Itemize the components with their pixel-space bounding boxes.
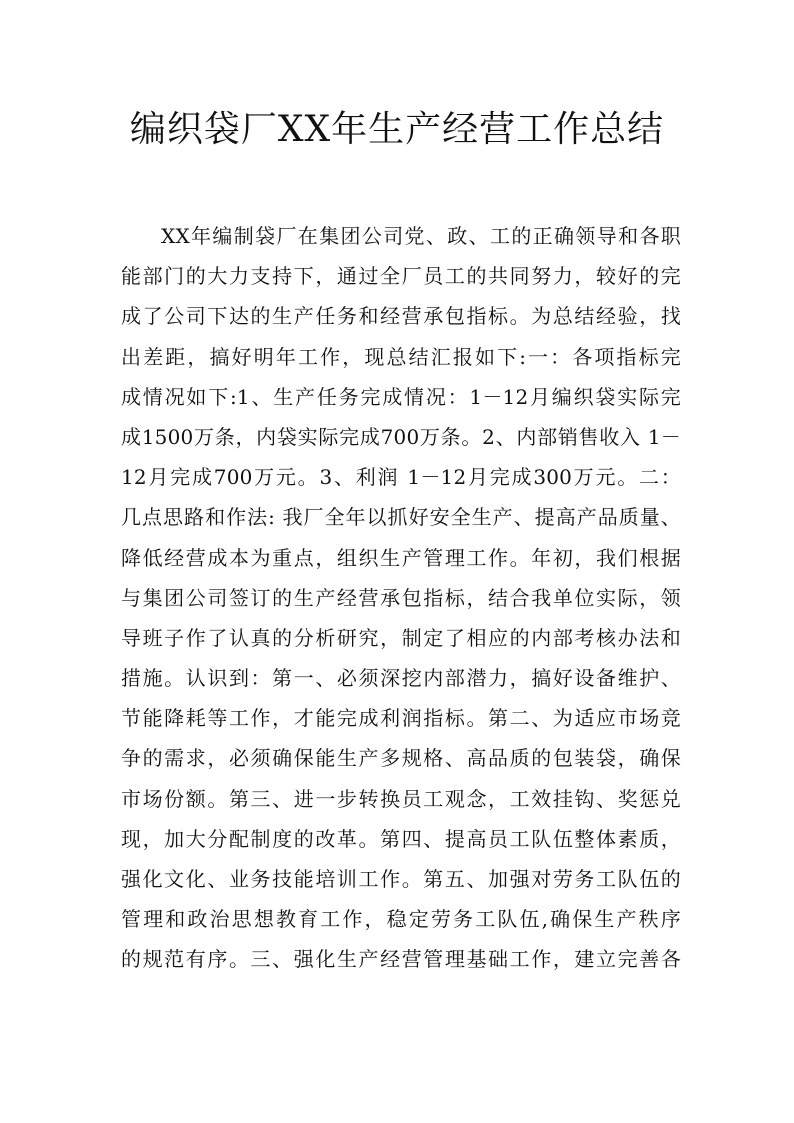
body-line: 与集团公司签订的生产经营承包指标，结合我单位实际，领 — [121, 585, 681, 610]
body-line: 节能降耗等工作，才能完成利润指标。第二、为适应市场竞 — [121, 706, 681, 731]
body-line: 市场份额。第三、进一步转换员工观念，工效挂钩、奖惩兑 — [121, 786, 681, 811]
body-line: XX年编制袋厂在集团公司党、政、工的正确领导和各职 — [161, 224, 681, 248]
body-line: 强化文化、业务技能培训工作。第五、加强对劳务工队伍的 — [121, 867, 681, 891]
body-line: 成了公司下达的生产任务和经营承包指标。为总结经验，找 — [121, 304, 681, 329]
body-line: 能部门的大力支持下，通过全厂员工的共同努力，较好的完 — [121, 264, 681, 289]
body-line: 成情况如下:1、生产任务完成情况：1－12月编织袋实际完 — [121, 384, 681, 409]
body-line: 出差距，搞好明年工作，现总结汇报如下:一：各项指标完 — [121, 344, 681, 369]
body-line: 措施。认识到：第一、必须深挖内部潜力，搞好设备维护、 — [121, 666, 681, 691]
body-line: 降低经营成本为重点，组织生产管理工作。年初，我们根据 — [121, 545, 681, 570]
document-title: 编织袋厂XX年生产经营工作总结 — [129, 109, 665, 150]
body-line: 管理和政治思想教育工作，稳定劳务工队伍,确保生产秩序 — [121, 907, 681, 932]
body-line: 导班子作了认真的分析研究，制定了相应的内部考核办法和 — [121, 625, 681, 650]
body-line: 几点思路和作法: 我厂全年以抓好安全生产、提高产品质量、 — [121, 505, 681, 530]
document-body — [121, 216, 681, 980]
body-line: 争的需求，必须确保能生产多规格、高品质的包装袋，确保 — [121, 746, 681, 771]
body-line: 12月完成700万元。3、利润 1－12月完成300万元。二： — [121, 465, 681, 490]
body-line: 现，加大分配制度的改革。第四、提高员工队伍整体素质， — [121, 826, 681, 851]
body-line: 成1500万条，内袋实际完成700万条。2、内部销售收入 1－ — [121, 424, 681, 449]
body-line: 的规范有序。三、强化生产经营管理基础工作，建立完善各 — [121, 947, 681, 972]
